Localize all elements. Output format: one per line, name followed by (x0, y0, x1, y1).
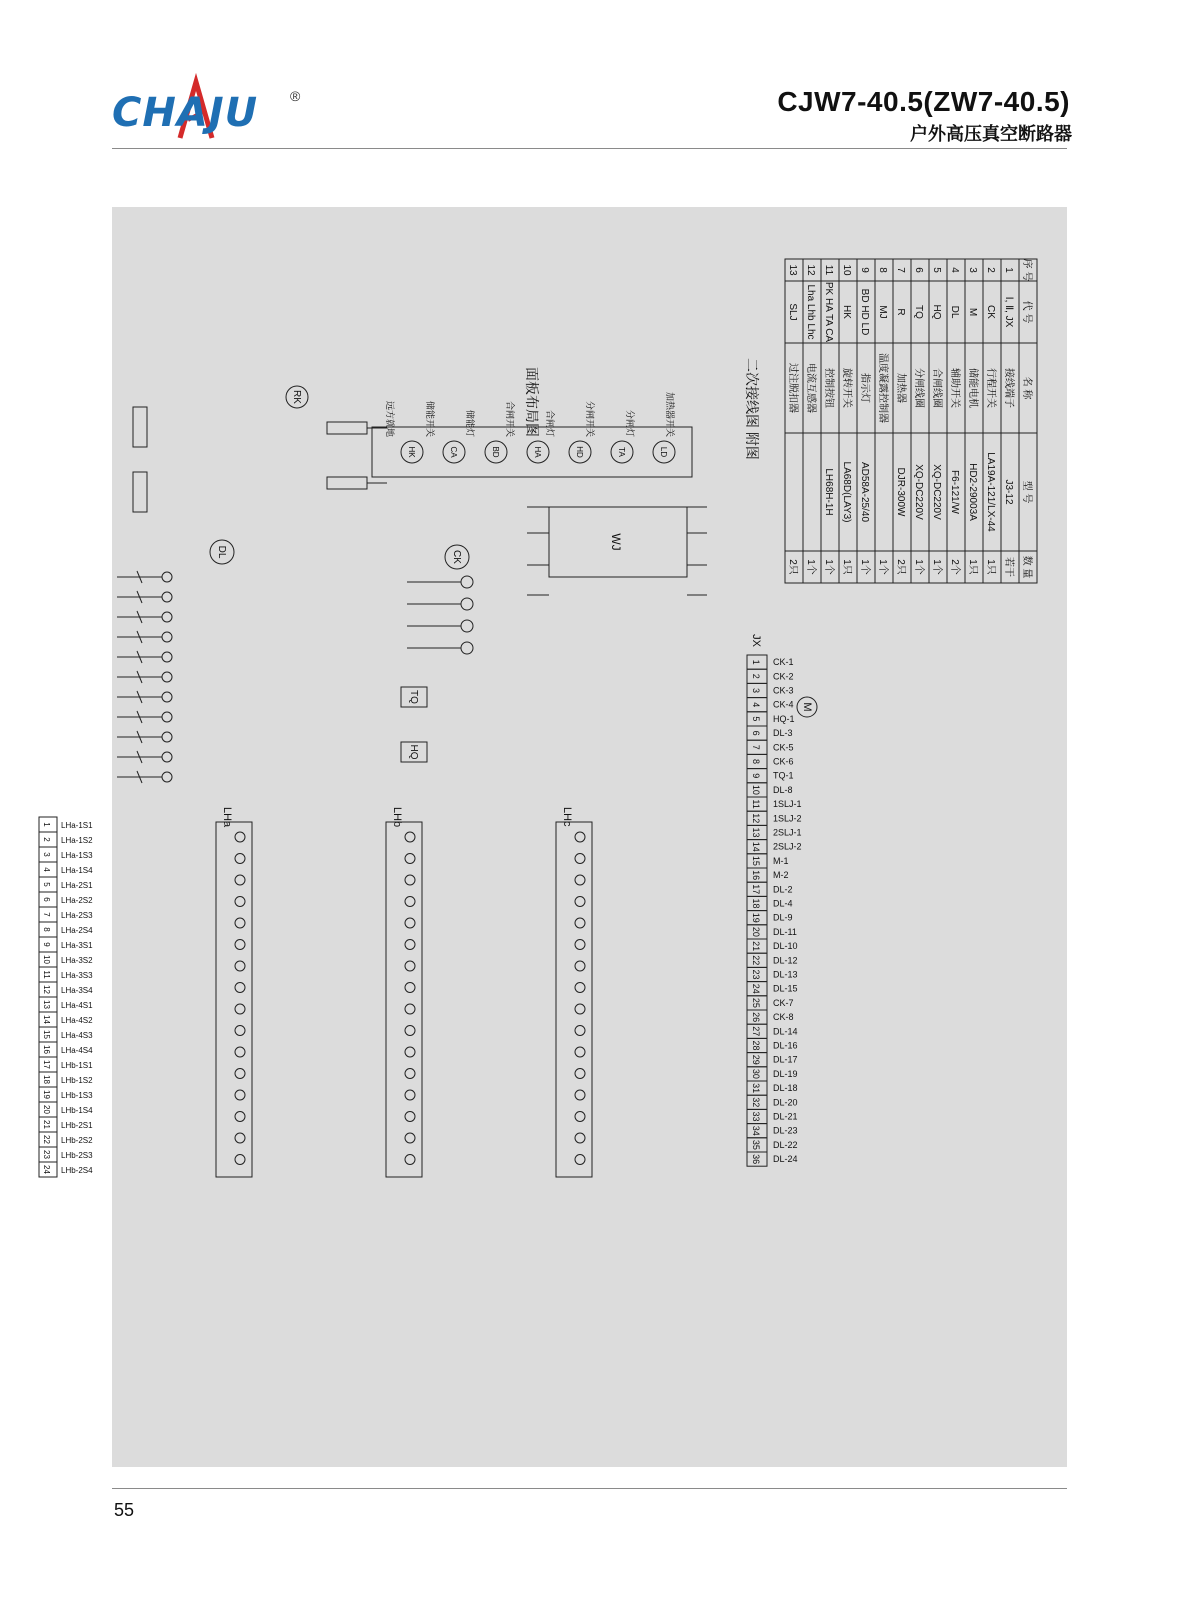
panel-symbol-TA-label: TA (617, 447, 626, 457)
motor-symbol-label: M (801, 702, 813, 712)
jx-wire-label: CK-5 (773, 742, 794, 753)
legend-value: 控制按钮 (823, 368, 834, 408)
ct-terminal (405, 1133, 415, 1143)
legend-value: 1 (1003, 267, 1014, 273)
dl-contact (162, 632, 172, 642)
ct-terminal (405, 961, 415, 971)
jx-terminal-number: 21 (751, 941, 761, 952)
jx-wire-label: CK-7 (773, 997, 794, 1008)
legend-value: F6-121/W (949, 470, 960, 514)
ct-terminal (235, 1004, 245, 1014)
wj-label: WJ (609, 533, 623, 551)
ct-terminal (405, 1026, 415, 1036)
ct-terminal (575, 1069, 585, 1079)
ct-label-LHb: LHb (391, 807, 403, 828)
terminal-ii-number: 17 (42, 1060, 51, 1069)
brand-name: CHAJU (112, 90, 259, 136)
jx-wire-label: M-2 (773, 870, 789, 881)
jx-wire-label: DL-11 (773, 926, 797, 937)
jx-wire-label: DL-16 (773, 1040, 798, 1051)
jx-terminal-number: 25 (751, 997, 761, 1008)
legend-value: 1个 (877, 559, 888, 575)
terminal-ii-label: LHa-1S4 (61, 866, 93, 875)
terminal-ii-number: 6 (42, 897, 51, 902)
legend-value: Lha Lhb Lhc (805, 284, 816, 340)
panel-symbol-HA-label: HA (533, 446, 542, 458)
legend-value: 辅助开关 (949, 368, 960, 408)
terminal-ii-label: LHb-1S3 (61, 1091, 93, 1100)
jx-wire-label: CK-4 (773, 699, 794, 710)
ct-terminal (575, 1133, 585, 1143)
legend-value: 11 (823, 264, 834, 276)
jx-wire-label: M-1 (773, 855, 789, 866)
jx-terminal-number: 15 (751, 855, 761, 866)
terminal-ii-label: LHb-2S4 (61, 1166, 93, 1175)
rk-symbol-label: RK (291, 390, 302, 404)
jx-terminal-number: 36 (751, 1154, 761, 1165)
ct-box-LHb (386, 822, 422, 1177)
jx-terminal-number: 30 (751, 1068, 761, 1079)
ct-terminal (405, 1090, 415, 1100)
jx-terminal-number: 27 (751, 1026, 761, 1037)
ct-terminal (405, 1112, 415, 1122)
legend-value: XQ-DC220V (931, 464, 942, 520)
header-divider (112, 148, 1067, 149)
legend-header-2: 名 称 (1021, 376, 1032, 400)
jx-terminal-number: 5 (751, 716, 761, 722)
panel-item-label: 合闸开关 (505, 400, 515, 437)
legend-value: 5 (931, 267, 942, 273)
dl-contact (162, 692, 172, 702)
terminal-ii-number: 7 (42, 912, 51, 917)
legend-value: AD58A-25/40 (859, 461, 870, 523)
jx-wire-label: TQ-1 (773, 770, 794, 781)
terminal-ii-label: LHb-2S3 (61, 1151, 93, 1160)
jx-wire-label: DL-2 (773, 884, 793, 895)
ct-terminal (575, 875, 585, 885)
ct-terminal (405, 875, 415, 885)
jx-wire-label: HQ-1 (773, 713, 795, 724)
legend-value: 1只 (985, 559, 996, 575)
ct-terminal (575, 1026, 585, 1036)
terminal-ii-number: 14 (42, 1015, 51, 1024)
dl-contact (162, 572, 172, 582)
legend-value: HK (841, 305, 852, 319)
legend-value: LH68H-1H (823, 468, 834, 516)
legend-value: MJ (877, 305, 888, 319)
terminal-ii-number: 2 (42, 837, 51, 842)
legend-value: 接线端子 (1003, 368, 1014, 408)
jx-wire-label: DL-13 (773, 969, 798, 980)
jx-terminal-number: 4 (751, 702, 761, 708)
ct-terminal (235, 983, 245, 993)
legend-value: 13 (787, 264, 798, 276)
jx-wire-label: DL-17 (773, 1054, 798, 1065)
ct-terminal (235, 832, 245, 842)
panel-item-label: 合闸灯 (545, 409, 555, 437)
jx-wire-label: CK-1 (773, 657, 794, 668)
jx-terminal-number: 26 (751, 1012, 761, 1023)
jx-terminal-number: 9 (751, 773, 761, 779)
jx-wire-label: DL-9 (773, 912, 793, 923)
jx-wire-label: DL-21 (773, 1111, 798, 1122)
jx-wire-label: DL-15 (773, 983, 798, 994)
legend-value: 2 (985, 267, 996, 273)
legend-header-0: 序 号 (1021, 258, 1032, 282)
registered-mark: ® (290, 88, 301, 104)
ct-label-LHc: LHc (561, 807, 573, 827)
terminal-ii-label: LHb-1S4 (61, 1106, 93, 1115)
terminal-ii-number: 18 (42, 1075, 51, 1084)
ct-terminal (235, 1112, 245, 1122)
legend-value: 8 (877, 267, 888, 273)
terminal-ii-number: 20 (42, 1105, 51, 1114)
jx-wire-label: DL-20 (773, 1097, 798, 1108)
brand-logo (112, 82, 332, 152)
jx-terminal-number: 3 (751, 687, 761, 694)
legend-value: DJR-300W (895, 467, 906, 517)
terminal-ii-label: LHa-2S4 (61, 926, 93, 935)
ct-terminal (235, 1047, 245, 1057)
terminal-ii-number: 11 (42, 970, 51, 979)
ct-terminal (235, 918, 245, 928)
terminal-ii-number: 12 (42, 985, 51, 994)
jx-terminal-number: 35 (751, 1139, 761, 1150)
terminal-ii-label: LHa-2S2 (61, 896, 93, 905)
terminal-ii-label: LHa-4S3 (61, 1031, 93, 1040)
legend-value: SLJ (787, 303, 798, 321)
legend-value: 1个 (931, 559, 942, 575)
legend-value: J3-12 (1003, 479, 1014, 505)
terminal-ii-number: 9 (42, 942, 51, 947)
ct-terminal (235, 1133, 245, 1143)
legend-value: 1个 (805, 559, 816, 575)
jx-wire-label: DL-8 (773, 784, 793, 795)
jx-wire-label: DL-19 (773, 1068, 798, 1079)
ct-terminal (575, 1004, 585, 1014)
legend-value: 12 (805, 264, 816, 276)
jx-wire-label: DL-22 (773, 1139, 798, 1150)
jx-terminal-number: 7 (751, 744, 761, 750)
dl-symbol-label: DL (216, 545, 227, 559)
panel-item-label: 储能灯 (465, 409, 475, 437)
ct-terminal (405, 1155, 415, 1165)
jx-wire-label: DL-18 (773, 1083, 798, 1094)
legend-value: 2只 (787, 559, 798, 575)
ck-contact (461, 576, 473, 588)
panel-item-label: 远方就地 (385, 400, 395, 437)
jx-wire-label: CK-2 (773, 671, 794, 682)
jx-terminal-number: 20 (751, 926, 761, 937)
ct-terminal (235, 961, 245, 971)
terminal-ii-label: LHa-2S3 (61, 911, 93, 920)
dl-contact (162, 652, 172, 662)
ct-terminal (235, 854, 245, 864)
legend-value: 温度凝露控制器 (877, 353, 888, 423)
jx-terminal-number: 13 (751, 827, 761, 838)
panel-symbol-HK-label: HK (407, 446, 416, 458)
ck-contact (461, 620, 473, 632)
legend-value: 1只 (967, 559, 978, 575)
ct-terminal (575, 832, 585, 842)
heater-r (327, 422, 367, 434)
legend-value: 3 (967, 267, 978, 273)
terminal-ii-label: LHa-3S3 (61, 971, 93, 980)
rotated-schematic (0, 259, 1037, 1177)
terminal-ii-label: LHa-1S2 (61, 836, 93, 845)
jx-terminal-number: 28 (751, 1040, 761, 1051)
terminal-ii-label: LHa-2S1 (61, 881, 93, 890)
terminal-ii-number: 13 (42, 1000, 51, 1009)
jx-terminal-number: 17 (751, 884, 761, 895)
legend-value: DL (949, 305, 960, 319)
legend-value: M (967, 307, 978, 317)
jx-terminal-number: 16 (751, 870, 761, 881)
legend-value: 过注脱扣器 (787, 363, 798, 413)
jx-terminal-number: 6 (751, 730, 761, 736)
hq-label: HQ (408, 744, 419, 760)
heater-1r (327, 477, 367, 489)
legend-cell (803, 433, 821, 551)
ct-terminal (235, 1026, 245, 1036)
terminal-ii-number: 16 (42, 1045, 51, 1054)
legend-header-4: 数 量 (1021, 555, 1032, 579)
ct-terminal (575, 1112, 585, 1122)
legend-value: 10 (841, 264, 852, 276)
dl-contact (162, 732, 172, 742)
legend-cell (875, 433, 893, 551)
panel-title: 面板布局图 (524, 367, 540, 437)
jx-wire-label: DL-14 (773, 1026, 798, 1037)
terminal-ii-number: 23 (42, 1150, 51, 1159)
legend-value: 7 (895, 267, 906, 273)
page-number: 55 (114, 1500, 135, 1520)
terminal-ii-label: LHa-1S3 (61, 851, 93, 860)
jx-terminal-number: 10 (751, 784, 761, 795)
legend-value: Ⅰ, Ⅱ, JX (1003, 296, 1014, 328)
legend-value: 指示灯 (859, 373, 870, 403)
legend-value: XQ-DC220V (913, 464, 924, 520)
jx-terminal-number: 2 (751, 673, 761, 679)
terminal-ii-number: 22 (42, 1135, 51, 1144)
legend-value: TQ (913, 305, 924, 319)
ct-terminal (405, 832, 415, 842)
legend-value: 1个 (823, 559, 834, 575)
ct-terminal (575, 1047, 585, 1057)
legend-value: LA68D(LAY3) (841, 461, 852, 523)
panel-symbol-BD-label: BD (491, 446, 500, 458)
panel-symbol-LD-label: LD (659, 446, 668, 458)
ct-terminal (235, 940, 245, 950)
legend-value: PK HA TA CA (823, 281, 834, 343)
terminal-ii-label: LHb-2S1 (61, 1121, 93, 1130)
ct-terminal (405, 1069, 415, 1079)
ct-terminal (575, 983, 585, 993)
jx-wire-label: CK-3 (773, 685, 794, 696)
ct-terminal (235, 1069, 245, 1079)
legend-value: 电流互感器 (805, 363, 816, 413)
terminal-ii-number: 3 (42, 852, 51, 857)
jx-wire-label: CK-6 (773, 756, 794, 767)
terminal-ii-label: LHa-1S1 (61, 821, 93, 830)
ct-terminal (235, 897, 245, 907)
jx-wire-label: DL-4 (773, 898, 793, 909)
terminal-ii-label: LHa-3S4 (61, 986, 93, 995)
ct-terminal (405, 854, 415, 864)
legend-value: LA19A-121/LX-44 (985, 452, 996, 532)
terminal-ii-number: 21 (42, 1120, 51, 1129)
ck-switch-symbol-label: CK (451, 550, 462, 564)
legend-value: 2个 (949, 559, 960, 575)
ct-terminal (575, 961, 585, 971)
ct-terminal (235, 1155, 245, 1165)
ct-box-LHa (216, 822, 252, 1177)
panel-symbol-HD-label: HD (575, 446, 584, 458)
ct-terminal (575, 918, 585, 928)
terminal-ii-number: 8 (42, 927, 51, 932)
ck-contact (461, 598, 473, 610)
ct-terminal (405, 940, 415, 950)
legend-value: 1个 (859, 559, 870, 575)
jx-terminal-number: 18 (751, 898, 761, 909)
ct-terminal (405, 918, 415, 928)
jx-terminal-number: 29 (751, 1054, 761, 1065)
jx-wire-label: 2SLJ-1 (773, 827, 802, 838)
product-subtitle: 户外高压真空断路器 (910, 124, 1072, 144)
ct-terminal (405, 983, 415, 993)
jx-terminal-number: 8 (751, 758, 761, 765)
jx-wire-label: DL-12 (773, 955, 798, 966)
legend-value: HD2-29003A (967, 463, 978, 521)
jx-strip-label: JX (750, 634, 762, 647)
terminal-ii-label: LHa-4S1 (61, 1001, 93, 1010)
jx-terminal-number: 23 (751, 969, 761, 980)
jx-wire-label: 1SLJ-1 (773, 799, 802, 810)
terminal-ii-number: 15 (42, 1030, 51, 1039)
legend-value: 1只 (841, 559, 852, 575)
jx-terminal-number: 12 (751, 813, 761, 824)
jx-wire-label: DL-10 (773, 941, 798, 952)
panel-item-label: 分闸开关 (585, 400, 595, 437)
legend-value: 储能电机 (967, 368, 978, 408)
terminal-ii-number: 24 (42, 1165, 51, 1174)
legend-value: 合闸线圈 (931, 368, 942, 408)
panel-item-label: 加热器开关 (665, 391, 675, 437)
jx-wire-label: DL-3 (773, 728, 793, 739)
legend-value: 6 (913, 267, 924, 273)
model-title: CJW7-40.5(ZW7-40.5) (777, 86, 1070, 117)
slj-coil-2 (133, 472, 147, 512)
slj-coil-1 (133, 407, 147, 447)
wiring-diagram (42, 207, 1067, 1467)
dl-contact (162, 592, 172, 602)
terminal-ii-label: LHb-1S2 (61, 1076, 93, 1085)
jx-terminal-number: 31 (751, 1083, 761, 1094)
ct-terminal (405, 897, 415, 907)
jx-terminal-number: 19 (751, 912, 761, 923)
terminal-ii-number: 10 (42, 955, 51, 964)
jx-terminal-number: 1 (751, 659, 761, 665)
legend-value: R (895, 308, 906, 316)
ct-terminal (405, 1047, 415, 1057)
legend-value: 4 (949, 267, 960, 273)
legend-value: 9 (859, 267, 870, 273)
diagram-canvas (42, 207, 1067, 1467)
jx-terminal-number: 11 (751, 799, 761, 809)
legend-header-1: 代 号 (1021, 300, 1032, 324)
terminal-ii-number: 4 (42, 867, 51, 872)
dl-contact (162, 712, 172, 722)
ct-terminal (235, 1090, 245, 1100)
jx-terminal-number: 14 (751, 841, 761, 852)
ct-terminal (575, 1155, 585, 1165)
terminal-ii-number: 1 (42, 822, 51, 827)
dl-contact (162, 752, 172, 762)
jx-wire-label: CK-8 (773, 1012, 794, 1023)
jx-terminal-number: 22 (751, 955, 761, 966)
ct-terminal (235, 875, 245, 885)
jx-terminal-number: 33 (751, 1111, 761, 1122)
panel-item-label: 储能开关 (425, 400, 435, 437)
terminal-ii-label: LHb-2S2 (61, 1136, 93, 1145)
terminal-ii-label: LHa-3S1 (61, 941, 93, 950)
legend-value: 分闸线圈 (913, 368, 924, 408)
jx-terminal-number: 34 (751, 1125, 761, 1136)
terminal-ii-number: 5 (42, 882, 51, 887)
footer-divider (112, 1488, 1067, 1489)
legend-value: 旋转开关 (841, 368, 852, 408)
terminal-ii-label: LHa-3S2 (61, 956, 93, 965)
panel-item-label: 分闸灯 (625, 409, 635, 437)
legend-value: 2只 (895, 559, 906, 575)
ct-label-LHa: LHa (221, 807, 233, 828)
jx-wire-label: DL-23 (773, 1125, 798, 1136)
ct-terminal (575, 1090, 585, 1100)
dl-contact (162, 772, 172, 782)
ct-terminal (575, 854, 585, 864)
dl-contact (162, 612, 172, 622)
legend-value: BD HD LD (859, 288, 870, 336)
legend-cell (785, 433, 803, 551)
terminal-ii-label: LHa-4S4 (61, 1046, 93, 1055)
legend-header-3: 型 号 (1021, 480, 1032, 504)
ct-terminal (575, 897, 585, 907)
ct-terminal (575, 940, 585, 950)
legend-value: 若干 (1003, 557, 1014, 577)
jx-wire-label: 2SLJ-2 (773, 841, 802, 852)
diagram-caption: 二次接线图 附图 (744, 358, 760, 460)
legend-value: CK (985, 305, 996, 319)
legend-value: 1个 (913, 559, 924, 575)
legend-value: HQ (931, 304, 942, 320)
legend-value: 行程开关 (985, 368, 996, 408)
jx-wire-label: 1SLJ-2 (773, 813, 802, 824)
ct-box-LHc (556, 822, 592, 1177)
dl-contact (162, 672, 172, 682)
ct-terminal (405, 1004, 415, 1014)
legend-value: 加热器 (895, 373, 906, 403)
ck-contact (461, 642, 473, 654)
panel-symbol-CA-label: CA (449, 446, 458, 458)
terminal-ii-label: LHb-1S1 (61, 1061, 93, 1070)
terminal-ii-label: LHa-4S2 (61, 1016, 93, 1025)
jx-terminal-number: 24 (751, 983, 761, 994)
terminal-ii-number: 19 (42, 1090, 51, 1099)
tq-label: TQ (408, 690, 419, 704)
jx-wire-label: DL-24 (773, 1154, 798, 1165)
jx-terminal-number: 32 (751, 1097, 761, 1108)
